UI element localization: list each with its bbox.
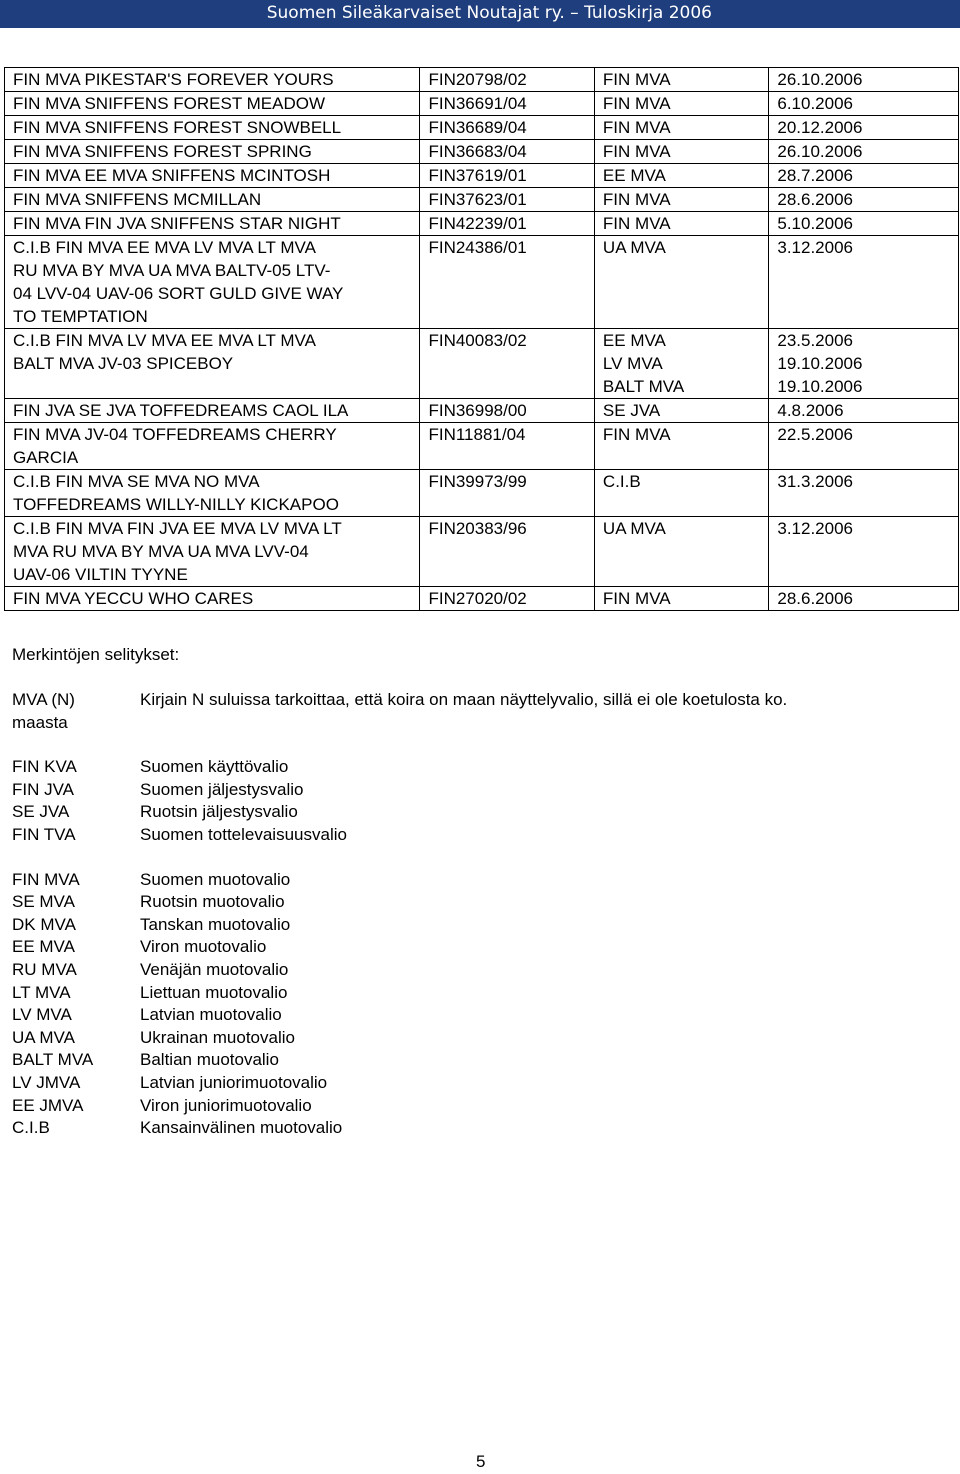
title-line: FIN MVA	[602, 214, 671, 233]
title-line: SE JVA	[602, 401, 661, 420]
legend-abbreviation-line: LV MVA	[12, 1005, 72, 1025]
legend-item	[12, 779, 787, 802]
legend-abbreviation-line: FIN TVA	[12, 824, 76, 844]
registration-number-cell: FIN37619/01	[420, 164, 594, 188]
dog-name-cell	[5, 116, 420, 140]
dog-name-line: C.I.B FIN MVA EE MVA LV MVA LT MVA	[13, 238, 316, 257]
date-line: 3.12.2006	[777, 238, 854, 257]
legend-item	[12, 959, 787, 982]
dog-name-cell	[5, 140, 420, 164]
legend-item	[12, 1095, 787, 1118]
dog-name-line: FIN MVA EE MVA SNIFFENS MCINTOSH	[13, 166, 331, 185]
legend-item	[12, 689, 787, 734]
dog-name-cell	[5, 92, 420, 116]
dog-name-line: FIN MVA JV-04 TOFFEDREAMS CHERRY	[13, 425, 337, 444]
header-title: Suomen Sileäkarvaiset Noutajat ry. – Tuloskirja 2006	[266, 3, 712, 23]
date-cell	[769, 92, 959, 116]
title-line: EE MVA	[602, 331, 666, 350]
dog-name-line: FIN JVA SE JVA TOFFEDREAMS CAOL ILA	[13, 401, 349, 420]
legend-abbreviation	[12, 824, 140, 847]
legend-item	[12, 914, 787, 937]
legend-item	[12, 936, 787, 959]
legend-abbreviation-line: MVA (N)	[12, 690, 75, 709]
legend-abbreviation	[12, 1072, 140, 1095]
dog-name-cell	[5, 164, 420, 188]
dog-name-line: RU MVA BY MVA UA MVA BALTV-05 LTV-	[13, 261, 331, 280]
title-line: UA MVA	[602, 238, 666, 257]
legend-description: Latvian muotovalio	[140, 1005, 282, 1025]
dog-name-line: C.I.B FIN MVA SE MVA NO MVA	[13, 472, 260, 491]
legend-abbreviation-line: EE JMVA	[12, 1095, 84, 1115]
dog-name-line: FIN MVA SNIFFENS MCMILLAN	[13, 190, 262, 209]
title-cell	[594, 587, 768, 611]
legend-abbreviation	[12, 891, 140, 914]
dog-name-line: BALT MVA JV-03 SPICEBOY	[13, 354, 234, 373]
date-cell	[769, 236, 959, 329]
dog-name-line: FIN MVA SNIFFENS FOREST SPRING	[13, 142, 312, 161]
title-cell	[594, 517, 768, 587]
legend-title: Merkintöjen selitykset:	[12, 645, 180, 664]
legend-description: Suomen muotovalio	[140, 869, 291, 889]
registration-number-cell: FIN11881/04	[420, 423, 594, 470]
legend-abbreviation-line: EE MVA	[12, 937, 75, 957]
title-cell	[594, 164, 768, 188]
legend-description: Suomen käyttövalio	[140, 757, 289, 777]
title-cell	[594, 423, 768, 470]
title-line: FIN MVA	[602, 190, 671, 209]
table-row	[5, 164, 959, 188]
date-cell	[769, 587, 959, 611]
legend-description: Venäjän muotovalio	[140, 959, 289, 979]
legend-item	[12, 824, 787, 847]
legend-description: Tanskan muotovalio	[140, 914, 291, 934]
legend-abbreviation-line: maasta	[12, 712, 68, 732]
legend-abbreviation	[12, 801, 140, 824]
legend-description: Baltian muotovalio	[140, 1050, 279, 1070]
title-cell	[594, 470, 768, 517]
legend-abbreviation	[12, 914, 140, 937]
legend-abbreviation-line: DK MVA	[12, 914, 76, 934]
legend-abbreviation-line: C.I.B	[12, 1118, 50, 1138]
legend-abbreviation	[12, 869, 140, 892]
legend-group-gap	[12, 847, 787, 869]
date-line: 4.8.2006	[777, 401, 844, 420]
dog-name-cell	[5, 188, 420, 212]
dog-name-line: 04 LVV-04 UAV-06 SORT GULD GIVE WAY	[13, 284, 344, 303]
page-number: 5	[476, 1452, 486, 1471]
title-cell	[594, 329, 768, 399]
dog-name-line: FIN MVA YECCU WHO CARES	[13, 589, 254, 608]
dog-name-line: GARCIA	[13, 448, 79, 467]
title-line: UA MVA	[602, 519, 666, 538]
table-row	[5, 188, 959, 212]
dog-name-cell	[5, 236, 420, 329]
legend-abbreviation-line: FIN MVA	[12, 869, 80, 889]
title-cell	[594, 140, 768, 164]
date-line: 22.5.2006	[777, 425, 854, 444]
table-row	[5, 423, 959, 470]
date-cell	[769, 470, 959, 517]
registration-number-cell: FIN36691/04	[420, 92, 594, 116]
table-row	[5, 116, 959, 140]
legend-abbreviation-line: FIN JVA	[12, 779, 75, 799]
legend-abbreviation-line: SE JVA	[12, 802, 70, 822]
date-line: 6.10.2006	[777, 94, 854, 113]
registration-number-cell: FIN20798/02	[420, 68, 594, 92]
title-line: FIN MVA	[602, 425, 671, 444]
date-cell	[769, 212, 959, 236]
dog-name-cell	[5, 68, 420, 92]
legend-description: Ruotsin muotovalio	[140, 892, 285, 912]
dog-name-line: C.I.B FIN MVA LV MVA EE MVA LT MVA	[13, 331, 316, 350]
dog-name-cell	[5, 470, 420, 517]
date-cell	[769, 329, 959, 399]
legend-item	[12, 1049, 787, 1072]
date-line: 26.10.2006	[777, 70, 863, 89]
legend-abbreviation	[12, 959, 140, 982]
legend-description: Viron muotovalio	[140, 937, 267, 957]
registration-number-cell: FIN36689/04	[420, 116, 594, 140]
dog-name-cell	[5, 423, 420, 470]
table-row	[5, 140, 959, 164]
date-line: 28.7.2006	[777, 166, 854, 185]
results-table	[4, 67, 959, 611]
legend-item	[12, 1072, 787, 1095]
title-line: FIN MVA	[602, 589, 671, 608]
dog-name-cell	[5, 212, 420, 236]
title-line: FIN MVA	[602, 118, 671, 137]
dog-name-line: C.I.B FIN MVA FIN JVA EE MVA LV MVA LT	[13, 519, 342, 538]
legend-abbreviation	[12, 936, 140, 959]
date-cell	[769, 517, 959, 587]
title-line: EE MVA	[602, 166, 666, 185]
registration-number-cell: FIN27020/02	[420, 587, 594, 611]
dog-name-line: FIN MVA PIKESTAR'S FOREVER YOURS	[13, 70, 334, 89]
table-row	[5, 92, 959, 116]
dog-name-cell	[5, 399, 420, 423]
registration-number-cell: FIN24386/01	[420, 236, 594, 329]
registration-number-cell: FIN36683/04	[420, 140, 594, 164]
title-cell	[594, 92, 768, 116]
table-row	[5, 329, 959, 399]
legend-abbreviation	[12, 779, 140, 802]
table-row	[5, 517, 959, 587]
date-line: 23.5.2006	[777, 331, 854, 350]
dog-name-line: FIN MVA SNIFFENS FOREST MEADOW	[13, 94, 326, 113]
dog-name-cell	[5, 329, 420, 399]
dog-name-cell	[5, 587, 420, 611]
table-row	[5, 212, 959, 236]
legend-abbreviation	[12, 689, 140, 734]
dog-name-line: TO TEMPTATION	[13, 307, 148, 326]
legend-item	[12, 1004, 787, 1027]
table-row	[5, 587, 959, 611]
legend-abbreviation-line: LV JMVA	[12, 1072, 81, 1092]
title-cell	[594, 212, 768, 236]
registration-number-cell: FIN36998/00	[420, 399, 594, 423]
date-line: 3.12.2006	[777, 519, 854, 538]
date-cell	[769, 68, 959, 92]
title-line: FIN MVA	[602, 70, 671, 89]
registration-number-cell: FIN37623/01	[420, 188, 594, 212]
date-cell	[769, 399, 959, 423]
dog-name-line: TOFFEDREAMS WILLY-NILLY KICKAPOO	[13, 495, 339, 514]
date-line: 31.3.2006	[777, 472, 854, 491]
legend-abbreviation-line: LT MVA	[12, 982, 71, 1002]
legend-description: Liettuan muotovalio	[140, 982, 288, 1002]
title-cell	[594, 188, 768, 212]
date-cell	[769, 116, 959, 140]
title-cell	[594, 116, 768, 140]
date-cell	[769, 423, 959, 470]
legend-item	[12, 756, 787, 779]
legend-item	[12, 891, 787, 914]
legend-abbreviation	[12, 1027, 140, 1050]
legend-abbreviation-line: BALT MVA	[12, 1050, 94, 1070]
legend-abbreviation-line: SE MVA	[12, 892, 75, 912]
legend-description: Kirjain N suluissa tarkoittaa, että koira on maan näyttelyvalio, sillä ei ole koetulosta ko.	[140, 690, 788, 709]
legend-description: Suomen jäljestysvalio	[140, 779, 304, 799]
date-line: 20.12.2006	[777, 118, 863, 137]
legend-description: Suomen tottelevaisuusvalio	[140, 824, 347, 844]
dog-name-line: UAV-06 VILTIN TYYNE	[13, 565, 188, 584]
registration-number-cell: FIN39973/99	[420, 470, 594, 517]
legend-item	[12, 1117, 787, 1140]
legend-item	[12, 801, 787, 824]
date-line: 19.10.2006	[777, 377, 863, 396]
legend-description: Ruotsin jäljestysvalio	[140, 802, 298, 822]
table-row	[5, 470, 959, 517]
header-bar	[0, 0, 960, 28]
date-line: 28.6.2006	[777, 589, 854, 608]
legend-group-gap	[12, 734, 787, 756]
date-line: 19.10.2006	[777, 354, 863, 373]
results-table-body	[5, 68, 959, 611]
legend-item	[12, 869, 787, 892]
legend-description: Viron juniorimuotovalio	[140, 1095, 312, 1115]
title-line: C.I.B	[602, 472, 641, 491]
date-line: 26.10.2006	[777, 142, 863, 161]
title-line: FIN MVA	[602, 94, 671, 113]
date-cell	[769, 188, 959, 212]
legend-list	[12, 689, 787, 1140]
title-cell	[594, 68, 768, 92]
legend-abbreviation	[12, 1117, 140, 1140]
legend-item	[12, 982, 787, 1005]
date-line: 28.6.2006	[777, 190, 854, 209]
legend-abbreviation	[12, 1004, 140, 1027]
legend-abbreviation	[12, 1095, 140, 1118]
legend-description: Ukrainan muotovalio	[140, 1027, 295, 1047]
title-line: BALT MVA	[602, 377, 685, 396]
dog-name-line: MVA RU MVA BY MVA UA MVA LVV-04	[13, 542, 309, 561]
legend-abbreviation	[12, 1049, 140, 1072]
title-line: LV MVA	[602, 354, 663, 373]
dog-name-line: FIN MVA SNIFFENS FOREST SNOWBELL	[13, 118, 342, 137]
legend-abbreviation	[12, 982, 140, 1005]
title-line: FIN MVA	[602, 142, 671, 161]
legend-abbreviation-line: UA MVA	[12, 1027, 75, 1047]
table-row	[5, 68, 959, 92]
table-row	[5, 236, 959, 329]
table-row	[5, 399, 959, 423]
date-cell	[769, 164, 959, 188]
date-line: 5.10.2006	[777, 214, 854, 233]
legend-item	[12, 1027, 787, 1050]
registration-number-cell: FIN42239/01	[420, 212, 594, 236]
registration-number-cell: FIN20383/96	[420, 517, 594, 587]
legend-description: Latvian juniorimuotovalio	[140, 1072, 328, 1092]
title-cell	[594, 399, 768, 423]
legend-abbreviation-line: FIN KVA	[12, 757, 77, 777]
registration-number-cell: FIN40083/02	[420, 329, 594, 399]
dog-name-cell	[5, 517, 420, 587]
title-cell	[594, 236, 768, 329]
dog-name-line: FIN MVA FIN JVA SNIFFENS STAR NIGHT	[13, 214, 341, 233]
date-cell	[769, 140, 959, 164]
legend-description: Kansainvälinen muotovalio	[140, 1118, 343, 1138]
legend-abbreviation	[12, 756, 140, 779]
legend-abbreviation-line: RU MVA	[12, 959, 77, 979]
